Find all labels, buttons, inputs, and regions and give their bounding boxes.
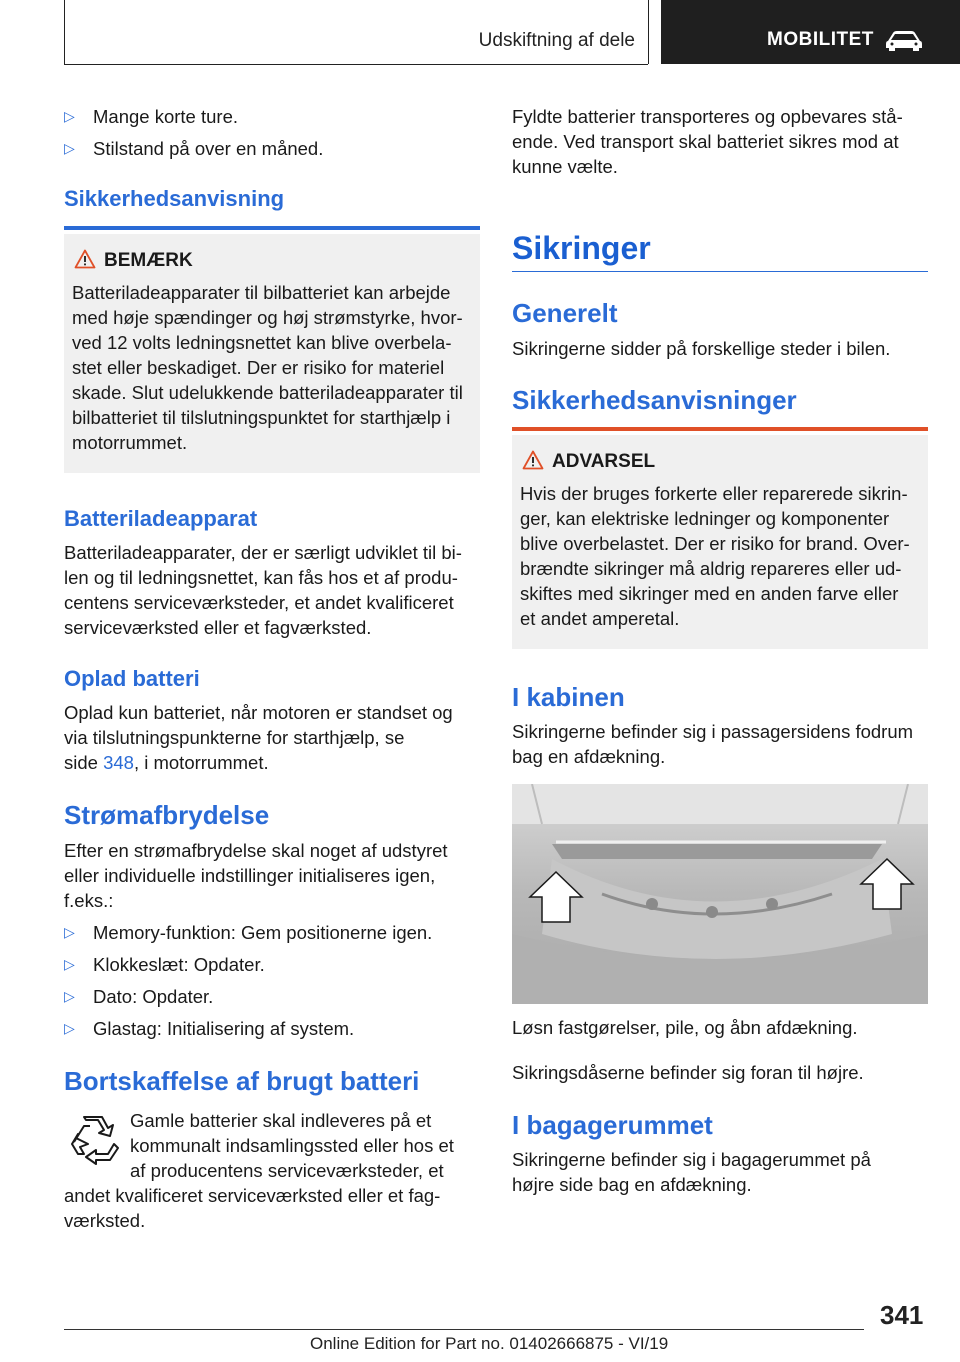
warning-line: Hvis der bruges forkerte eller reparerede sikrin- xyxy=(520,483,908,504)
triangle-right-icon: ▷ xyxy=(64,988,75,1004)
left-column xyxy=(64,104,480,168)
list-item-text: Memory-funktion: Gem positionerne igen. xyxy=(93,922,433,943)
list-item-text: Klokkeslæt: Opdater. xyxy=(93,954,265,975)
main-heading: Sikringer xyxy=(512,230,651,266)
triangle-right-icon: ▷ xyxy=(64,140,75,156)
list-item xyxy=(64,984,480,1009)
text-line: bag en afdækning. xyxy=(512,746,666,767)
subheading-charge: Oplad batteri xyxy=(64,666,200,691)
list-item xyxy=(64,920,480,945)
list-item-text: Stilstand på over en måned. xyxy=(93,138,324,159)
text-line: Efter en strømafbrydelse skal noget af udstyret xyxy=(64,840,448,861)
power-paragraph xyxy=(64,838,480,913)
warning-line: ger, kan elektriske ledninger og komponenter xyxy=(520,508,890,529)
warning-triangle-icon xyxy=(522,450,544,470)
warning-line: skiftes med sikringer med en anden farve eller xyxy=(520,583,899,604)
text-line: centens serviceværksteder, et andet kvalificeret xyxy=(64,592,454,613)
ref-suffix: , i motorrummet. xyxy=(133,752,269,773)
list-item xyxy=(64,952,480,977)
photo-caption: Løsn fastgørelser, pile, og åbn afdækning. xyxy=(512,1017,858,1038)
cabin-paragraph xyxy=(512,719,928,769)
warning-header xyxy=(520,449,920,475)
subheading-general: Generelt xyxy=(512,298,618,328)
ref-prefix: side xyxy=(64,752,104,773)
list-item xyxy=(64,104,480,129)
footwell-photo xyxy=(512,784,928,1004)
warning-triangle-icon xyxy=(74,249,96,269)
general-text: Sikringerne sidder på forskellige steder i bilen. xyxy=(512,338,891,359)
warning-label: ADVARSEL xyxy=(552,451,656,472)
warning-line: et andet amperetal. xyxy=(520,608,680,629)
warning-line: blive overbelastet. Der er risiko for brand. Over- xyxy=(520,533,910,554)
heading-rule xyxy=(64,226,480,230)
text-line: Fyldte batterier transporteres og opbevares stå- xyxy=(512,106,903,127)
text-line: Oplad kun batteriet, når motoren er standset og xyxy=(64,702,453,723)
power-list xyxy=(64,920,480,1048)
note-label: BEMÆRK xyxy=(104,250,193,271)
text-line: eller individuelle indstillinger initialiseres igen, xyxy=(64,865,436,886)
note-line: ved 12 volts ledningsnettet kan blive overbela- xyxy=(72,332,452,353)
chapter-label: MOBILITET xyxy=(767,29,874,50)
text-line xyxy=(64,750,480,775)
text-line: Batteriladeapparater, der er særligt udviklet til bi- xyxy=(64,542,462,563)
triangle-right-icon: ▷ xyxy=(64,956,75,972)
text-line: kommunalt indsamlingssted eller hos et xyxy=(130,1135,454,1156)
text-line: Sikringerne befinder sig i passagersidens fodrum xyxy=(512,721,914,742)
list-item-text: Dato: Opdater. xyxy=(93,986,214,1007)
intro-paragraph xyxy=(512,104,928,179)
note-header xyxy=(72,248,472,274)
footer-rule xyxy=(64,1329,864,1330)
header-left-rule xyxy=(64,0,65,64)
disposal-paragraph-indented xyxy=(130,1108,480,1183)
charger-paragraph xyxy=(64,540,480,640)
fusebox-location: Sikringsdåserne befinder sig foran til højre. xyxy=(512,1062,864,1083)
note-line: Batteriladeapparater til bilbatteriet kan arbejde xyxy=(72,282,451,303)
recycle-icon xyxy=(64,1112,120,1168)
text-line: af producentens serviceværksteder, et xyxy=(130,1160,444,1181)
text-line: kunne vælte. xyxy=(512,156,618,177)
list-item-text: Mange korte ture. xyxy=(93,106,238,127)
triangle-right-icon: ▷ xyxy=(64,108,75,124)
warning-rule xyxy=(512,427,928,431)
warning-line: brændte sikringer må aldrig repareres eller ud- xyxy=(520,558,902,579)
note-line: med høje spændinger og høj strømstyrke, hvor- xyxy=(72,307,463,328)
section-heading: Sikkerhedsanvisning xyxy=(64,186,285,211)
page-number: 341 xyxy=(880,1300,924,1330)
footer-edition: Online Edition for Part no. 01402666875 - VI/19 xyxy=(310,1334,669,1353)
text-line: værksted. xyxy=(64,1210,146,1231)
section-title: Udskiftning af dele xyxy=(478,30,635,51)
triangle-right-icon: ▷ xyxy=(64,1020,75,1036)
note-line: skade. Slut udelukkende batteriladeapparater til xyxy=(72,382,463,403)
disposal-paragraph xyxy=(64,1183,480,1233)
list-item xyxy=(64,1016,480,1041)
charge-paragraph xyxy=(64,700,480,775)
subheading-cabin: I kabinen xyxy=(512,682,625,712)
note-box xyxy=(64,234,480,473)
header-underline xyxy=(64,64,648,65)
note-line: stet eller beskadiget. Der er risiko for materiel xyxy=(72,357,445,378)
subheading-trunk: I bagagerummet xyxy=(512,1110,713,1140)
list-item xyxy=(64,136,480,161)
subheading-disposal: Bortskaffelse af brugt batteri xyxy=(64,1066,420,1096)
triangle-right-icon: ▷ xyxy=(64,924,75,940)
note-line: motorrummet. xyxy=(72,432,188,453)
text-line: andet kvalificeret serviceværksted eller et fag- xyxy=(64,1185,441,1206)
text-line: serviceværksted eller et fagværksted. xyxy=(64,617,372,638)
text-line: via tilslutningspunkterne for starthjælp, se xyxy=(64,727,405,748)
text-line: len og til ledningsnettet, kan fås hos et af produ- xyxy=(64,567,458,588)
subheading-power: Strømafbrydelse xyxy=(64,800,270,830)
list-item-text: Glastag: Initialisering af system. xyxy=(93,1018,355,1039)
page-link[interactable]: 348 xyxy=(103,752,134,773)
subheading-safety: Sikkerhedsanvisninger xyxy=(512,385,797,415)
trunk-paragraph xyxy=(512,1147,928,1197)
text-line: Sikringerne befinder sig i bagagerummet på xyxy=(512,1149,871,1170)
text-line: ende. Ved transport skal batteriet sikres mod at xyxy=(512,131,899,152)
warning-box xyxy=(512,435,928,649)
header-mid-rule xyxy=(648,0,649,64)
subheading-charger: Batteriladeapparat xyxy=(64,506,258,531)
car-icon xyxy=(884,29,924,51)
main-heading-rule xyxy=(512,271,928,272)
text-line: højre side bag en afdækning. xyxy=(512,1174,752,1195)
text-line: Gamle batterier skal indleveres på et xyxy=(130,1110,432,1131)
note-line: bilbatteriet til tilslutningspunktet for starthjælp i xyxy=(72,407,451,428)
text-line: f.eks.: xyxy=(64,890,114,911)
